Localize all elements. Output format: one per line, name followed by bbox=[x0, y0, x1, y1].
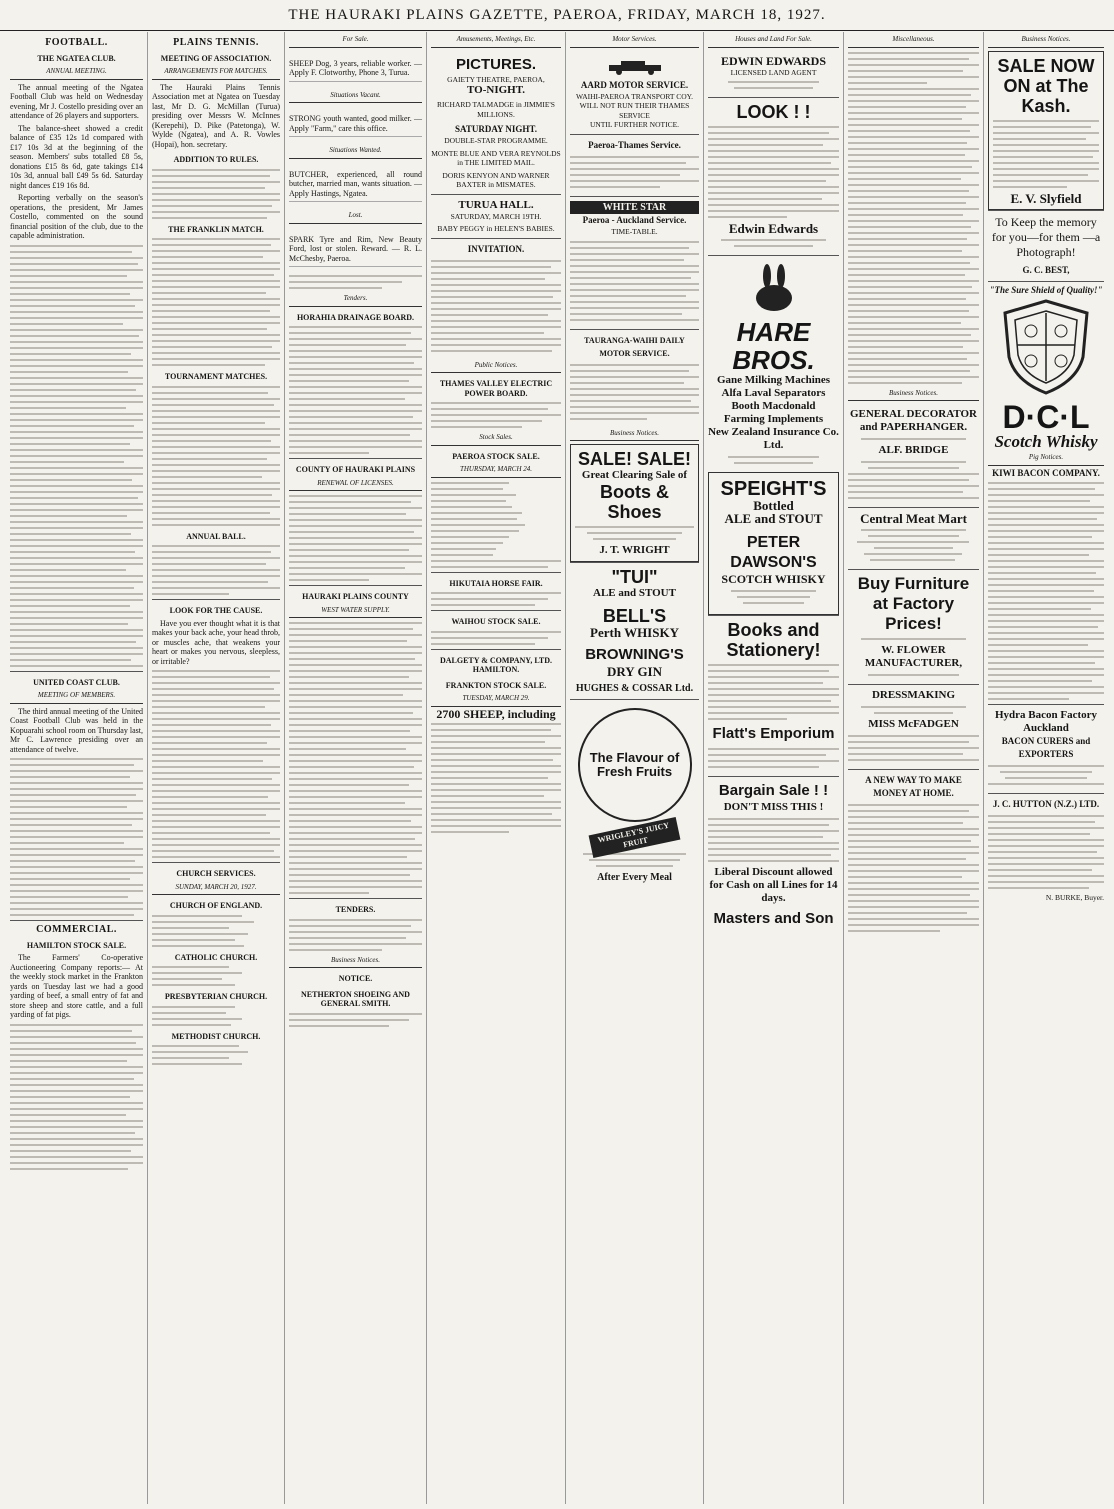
hare-icon bbox=[708, 264, 839, 314]
sure-shield: "The Sure Shield of Quality!" bbox=[989, 284, 1103, 295]
headline-ngatea-club: THE NGATEA CLUB. bbox=[37, 53, 116, 63]
headline-church-services: CHURCH SERVICES. bbox=[176, 869, 256, 878]
text-lines bbox=[988, 765, 1104, 785]
tui-ale-ad bbox=[570, 562, 699, 699]
kicker-annual-meeting: ANNUAL MEETING. bbox=[10, 66, 143, 80]
hare-bros-ad bbox=[708, 255, 839, 472]
jc-hutton: J. C. HUTTON (N.Z.) LTD. bbox=[992, 799, 1100, 809]
kicker-meeting-of-members: MEETING OF MEMBERS. bbox=[10, 690, 143, 704]
column-houses bbox=[704, 32, 844, 1504]
dalgety-company: DALGETY & COMPANY, LTD. HAMILTON. bbox=[439, 655, 553, 674]
gc-best: G. C. BEST, bbox=[1022, 264, 1070, 275]
masthead: THE HAURAKI PLAINS GAZETTE, PAEROA, FRIDAY, MARCH 18, 1927. bbox=[0, 0, 1114, 31]
invitation-ad bbox=[431, 238, 561, 360]
headline-united-coast-club: UNITED COAST CLUB. bbox=[33, 677, 120, 687]
general-decorator-ad bbox=[848, 404, 979, 507]
hare-bros-logo: HARE BROS. bbox=[732, 317, 815, 375]
alfa-laval: Alfa Laval Separators bbox=[721, 387, 826, 399]
hutton-ad bbox=[988, 793, 1104, 907]
paeroa-thames-service: Paeroa-Thames Service. bbox=[588, 139, 681, 150]
furniture-ad bbox=[848, 569, 979, 684]
section-commercial: COMMERCIAL. bbox=[36, 924, 117, 935]
wrigleys-ad bbox=[570, 699, 699, 888]
flavour-badge: The Flavour of Fresh Fruits bbox=[578, 708, 692, 822]
subhead-annual-ball: ANNUAL BALL. bbox=[186, 531, 246, 541]
headline-meeting-of-association: MEETING OF ASSOCIATION. bbox=[160, 53, 272, 63]
text-lines bbox=[289, 326, 422, 454]
column-football bbox=[6, 32, 148, 1504]
tender-county-hauraki-plains: COUNTY OF HAURAKI PLAINS bbox=[295, 465, 416, 474]
dcl-ad bbox=[988, 281, 1104, 453]
ev-slyfield: E. V. Slyfield bbox=[1010, 190, 1082, 206]
category-situations-wanted: Situations Wanted. bbox=[289, 145, 422, 159]
column-business bbox=[984, 32, 1108, 1504]
text-lines bbox=[708, 126, 839, 218]
waihou-stock-sale: WAIHOU STOCK SALE. bbox=[451, 617, 541, 626]
tauranga-waihi-ad bbox=[570, 329, 699, 428]
text-lines bbox=[708, 81, 839, 89]
text-lines bbox=[289, 622, 422, 894]
text-lines bbox=[848, 461, 979, 499]
dressmaking-ad bbox=[848, 684, 979, 769]
photograph-ad bbox=[988, 210, 1104, 281]
category-lost: Lost. bbox=[289, 210, 422, 224]
great-clearing: Great Clearing Sale of bbox=[581, 469, 688, 481]
hughes-cossar: HUGHES & COSSAR Ltd. bbox=[575, 683, 694, 694]
text-lines bbox=[570, 241, 699, 321]
kash-sale-ad bbox=[988, 51, 1104, 210]
text-lines bbox=[570, 853, 699, 867]
article-paragraph: The balance-sheet showed a credit balance of £35 12s 1d compared with £17 10s 3d at the beginning of the season. Members' subs totalled £8 5s, donations £15 8s 6d, gate takings £14 10s 3d, annual ball £49 5s 6d. Saturday night dances £19 16s 8d. bbox=[10, 123, 143, 190]
text-lines bbox=[289, 495, 422, 581]
booth-macdonald: Booth Macdonald bbox=[731, 400, 816, 412]
gane-milking: Gane Milking Machines bbox=[716, 374, 831, 386]
category-tenders: Tenders. bbox=[289, 293, 422, 307]
paeroa-stock-sale: PAEROA STOCK SALE. bbox=[452, 451, 540, 461]
film-mismates: DORIS KENYON AND WARNER BAXTER in MISMATES. bbox=[442, 170, 550, 189]
saturday-night: SATURDAY NIGHT. bbox=[454, 124, 537, 134]
white-star-logo: WHITE STAR bbox=[570, 201, 699, 215]
netherton-shoeing: NETHERTON SHOEING AND GENERAL SMITH. bbox=[301, 989, 410, 1008]
text-lines bbox=[993, 120, 1099, 188]
flatts-emporium: Flatt's Emporium bbox=[712, 725, 835, 742]
subhead-tournament-matches: TOURNAMENT MATCHES. bbox=[164, 372, 268, 381]
gaiety-theatre: GAIETY THEATRE, PAEROA, bbox=[447, 74, 545, 84]
text-lines bbox=[289, 919, 422, 951]
category-business-notices: Business Notices. bbox=[570, 428, 699, 442]
text-lines bbox=[431, 482, 561, 568]
text-lines bbox=[152, 238, 280, 366]
frankton-stock-sale: FRANKTON STOCK SALE. bbox=[445, 680, 547, 690]
category-motor-services: Motor Services. bbox=[570, 34, 699, 48]
column-amusements bbox=[427, 32, 566, 1504]
dont-miss: DON'T MISS THIS ! bbox=[723, 801, 824, 813]
category-business-notices: Business Notices. bbox=[988, 34, 1104, 48]
text-lines bbox=[848, 674, 979, 676]
classified-ad: BUTCHER, experienced, all round butcher, married man, wants situation. — Apply Hastings, Ngatea. bbox=[289, 167, 422, 203]
peter-dawsons: PETER DAWSON'S bbox=[730, 534, 817, 571]
text-lines bbox=[152, 1006, 280, 1026]
miss-mcfadgen: MISS McFADGEN bbox=[868, 718, 959, 730]
text-lines bbox=[152, 915, 280, 947]
text-lines bbox=[848, 52, 979, 384]
pictures-ad bbox=[431, 51, 561, 194]
tui-ale-stout: ALE and STOUT bbox=[593, 587, 676, 599]
text-lines bbox=[848, 804, 979, 932]
wrigleys-pack: WRIGLEY'S JUICY FRUIT bbox=[589, 817, 681, 858]
paeroa-auckland-service: Paeroa - Auckland Service. bbox=[582, 215, 687, 225]
category-situations-vacant: Situations Vacant. bbox=[289, 90, 422, 104]
text-lines bbox=[848, 735, 979, 761]
pictures-title: PICTURES. bbox=[455, 55, 536, 73]
edwin-edwards-title: EDWIN EDWARDS bbox=[720, 53, 827, 68]
aard-further: UNTIL FURTHER NOTICE. bbox=[589, 120, 680, 129]
classified-ad: STRONG youth wanted, good milker. — Apply "Farm," care this office. bbox=[289, 111, 422, 137]
text-lines bbox=[289, 1013, 422, 1027]
hydra-bacon: Hydra Bacon Factory Auckland bbox=[994, 709, 1098, 734]
headline-hamilton-stock-sale: HAMILTON STOCK SALE. bbox=[26, 940, 127, 950]
category-pig-notices: Pig Notices. bbox=[988, 452, 1104, 466]
category-public-notices: Public Notices. bbox=[431, 360, 561, 374]
ale-stout: ALE and STOUT bbox=[724, 511, 823, 526]
catholic-church: CATHOLIC CHURCH. bbox=[174, 952, 258, 962]
after-every-meal: After Every Meal bbox=[597, 872, 672, 883]
double-star: DOUBLE-STAR PROGRAMME. bbox=[444, 136, 548, 145]
shield-icon bbox=[988, 299, 1104, 395]
column-tennis bbox=[148, 32, 285, 1504]
bargain-title: Bargain Sale ! ! bbox=[718, 782, 829, 799]
dcl-logo: D·C·L bbox=[1002, 399, 1090, 435]
article-paragraph: The third annual meeting of the United Coast Football Club was held in the Kopuarahi school room on Thursday last, Mr C. Lawrence presiding over an attendance of twelve. bbox=[10, 706, 143, 754]
classified-ad: SPARK Tyre and Rim, New Beauty Ford, lost or stolen. Reward. — R. L. McChesby, Paeroa. bbox=[289, 232, 422, 268]
car-icon bbox=[570, 59, 699, 75]
text-lines bbox=[848, 638, 979, 640]
look-ad bbox=[708, 97, 839, 255]
church-date: SUNDAY, MARCH 20, 1927. bbox=[152, 882, 280, 896]
buy-furniture: Buy Furniture at Factory Prices! bbox=[857, 574, 970, 633]
dressmaking: DRESSMAKING bbox=[871, 689, 956, 701]
text-lines bbox=[570, 364, 699, 420]
section-football: FOOTBALL. bbox=[45, 37, 108, 48]
paeroa-stock-date: THURSDAY, MARCH 24. bbox=[431, 464, 561, 478]
text-lines bbox=[431, 723, 561, 833]
sale-now-on: SALE NOW ON at The Kash. bbox=[997, 55, 1095, 116]
time-table: TIME-TABLE. bbox=[611, 227, 658, 236]
text-lines bbox=[431, 631, 561, 645]
text-lines bbox=[152, 966, 280, 986]
brownings-title: BROWNING'S bbox=[585, 646, 684, 663]
article-paragraph: The Hauraki Plains Tennis Association met at Ngatea on Tuesday last, Mr D. G. McMillan (Turua) presiding over Messrs W. McInnes (Kerepehi), D. Pike (Patetonga), W. Wylde (Ngatea), and A. R. Vowles (Hopai), hon. secretary. bbox=[152, 82, 280, 149]
frankton-date: TUESDAY, MARCH 29. bbox=[431, 693, 561, 707]
subhead-franklin-match: THE FRANKLIN MATCH. bbox=[168, 224, 264, 234]
text-lines bbox=[10, 1024, 143, 1170]
alf-bridge: ALF. BRIDGE bbox=[878, 444, 949, 456]
text-lines bbox=[708, 748, 839, 768]
column-motor bbox=[566, 32, 704, 1504]
text-lines bbox=[152, 670, 280, 858]
text-lines bbox=[575, 526, 694, 540]
headline-look-for-the-cause: LOOK FOR THE CAUSE. bbox=[169, 606, 263, 615]
bacon-curers: BACON CURERS and EXPORTERS bbox=[1001, 736, 1091, 759]
perth-whisky: Perth WHISKY bbox=[590, 625, 679, 640]
new-way-money: A NEW WAY TO MAKE MONEY AT HOME. bbox=[865, 775, 962, 798]
boots-shoes: Boots & Shoes bbox=[600, 482, 669, 522]
text-lines bbox=[988, 815, 1104, 889]
w-flower: W. FLOWER MANUFACTURER, bbox=[864, 644, 963, 669]
speights-ad bbox=[708, 472, 839, 615]
section-plains-tennis: PLAINS TENNIS. bbox=[173, 37, 259, 48]
text-lines bbox=[848, 529, 979, 561]
presbyterian-church: PRESBYTERIAN CHURCH. bbox=[164, 992, 268, 1001]
category-amusements: Amusements, Meetings, Etc. bbox=[431, 34, 561, 48]
tender-hauraki-plains-county: HAURAKI PLAINS COUNTY bbox=[302, 592, 409, 601]
text-lines bbox=[570, 156, 699, 188]
invitation-title: INVITATION. bbox=[467, 243, 525, 254]
article-paragraph: Have you ever thought what it is that makes your back ache, your head throb, or muscles ache, that weakens your heart or makes you nervous, sleepless, or irritable? bbox=[152, 618, 280, 666]
turua-hall-ad bbox=[431, 194, 561, 238]
text-lines bbox=[10, 758, 143, 916]
text-lines bbox=[431, 260, 561, 352]
column-classifieds bbox=[285, 32, 427, 1504]
edwin-edwards-agents: Edwin Edwards bbox=[728, 221, 819, 236]
renewal-of-licenses: RENEWAL OF LICENSES. bbox=[289, 478, 422, 492]
paeroa-thames-ad bbox=[570, 134, 699, 196]
tui-title: "TUI" bbox=[611, 567, 658, 587]
text-lines bbox=[708, 239, 839, 247]
text-lines bbox=[431, 592, 561, 606]
west-water-supply: WEST WATER SUPPLY. bbox=[289, 605, 422, 619]
category-stock-sales: Stock Sales. bbox=[431, 432, 561, 446]
subhead-addition-to-rules: ADDITION TO RULES. bbox=[173, 155, 259, 164]
kicker-arrangements: ARRANGEMENTS FOR MATCHES. bbox=[152, 66, 280, 80]
film-limited-mail: MONTE BLUE AND VERA REYNOLDS in THE LIMITED MAIL. bbox=[431, 148, 561, 167]
text-lines bbox=[708, 664, 839, 720]
speights-title: SPEIGHT'S bbox=[720, 478, 827, 500]
text-lines bbox=[152, 545, 280, 595]
thames-valley-electric: THAMES VALLEY ELECTRIC POWER BOARD. bbox=[439, 379, 553, 398]
column-misc bbox=[844, 32, 984, 1504]
text-lines bbox=[152, 386, 280, 526]
bells-title: BELL'S bbox=[602, 606, 667, 626]
kiwi-bacon: KIWI BACON COMPANY. bbox=[992, 467, 1100, 478]
classified-ad: SHEEP Dog, 3 years, reliable worker. — Apply F. Clotworthy, Phone 3, Turua. bbox=[289, 56, 422, 82]
look-title: LOOK ! ! bbox=[736, 102, 811, 122]
text-lines bbox=[708, 456, 839, 464]
n-burke: N. BURKE, Buyer. bbox=[1045, 893, 1104, 902]
general-decorator: GENERAL DECORATOR and PAPERHANGER. bbox=[849, 408, 978, 433]
text-lines bbox=[708, 818, 839, 862]
category-business-notices: Business Notices. bbox=[848, 388, 979, 402]
turua-date: SATURDAY, MARCH 19TH. bbox=[450, 211, 542, 221]
aard-ad bbox=[570, 51, 699, 134]
church-of-england: CHURCH OF ENGLAND. bbox=[169, 901, 263, 910]
text-lines bbox=[848, 438, 979, 440]
central-meat-mart-ad bbox=[848, 507, 979, 569]
scotch-whisky: SCOTCH WHISKY bbox=[721, 572, 826, 586]
category-miscellaneous: Miscellaneous. bbox=[848, 34, 979, 48]
tonight-label: TO-NIGHT. bbox=[467, 84, 525, 96]
sale-title: SALE! SALE! bbox=[577, 449, 691, 469]
tender-horahia-drainage: HORAHIA DRAINAGE BOARD. bbox=[296, 312, 415, 322]
article-paragraph: The annual meeting of the Ngatea Football Club was held on Wednesday evening, Mr J. Costello presiding over an attendance of 26 players and supporters. bbox=[10, 82, 143, 120]
methodist-church: METHODIST CHURCH. bbox=[171, 1031, 261, 1041]
tauranga-waihi: TAURANGA-WAIHI DAILY MOTOR SERVICE. bbox=[584, 335, 685, 358]
hikutaia-horse-fair: HIKUTAIA HORSE FAIR. bbox=[449, 578, 543, 588]
columns bbox=[6, 32, 1108, 1504]
aard-notice: WILL NOT RUN THEIR THAMES SERVICE bbox=[579, 101, 690, 120]
tender-tenders: TENDERS. bbox=[335, 905, 376, 914]
dry-gin: DRY GIN bbox=[606, 664, 663, 679]
aard-motor-service: AARD MOTOR SERVICE. bbox=[580, 79, 689, 90]
farming-implements: Farming Implements bbox=[723, 413, 824, 425]
notice-title: NOTICE. bbox=[338, 974, 373, 983]
books-stationery-ad bbox=[708, 615, 839, 776]
make-money-ad bbox=[848, 769, 979, 940]
nz-insurance: New Zealand Insurance Co. Ltd. bbox=[708, 426, 839, 451]
sheep-2700: 2700 SHEEP, including bbox=[436, 706, 556, 721]
bargain-sale-ad bbox=[708, 776, 839, 933]
liberal-discount: Liberal Discount allowed for Cash on all Lines for 14 days. bbox=[709, 866, 838, 904]
category-for-sale: For Sale. bbox=[289, 34, 422, 48]
licensed-land-agent: LICENSED LAND AGENT bbox=[730, 67, 817, 77]
category-business-notices: Business Notices. bbox=[289, 955, 422, 969]
masters-son: Masters and Son bbox=[713, 910, 834, 927]
text-lines bbox=[848, 706, 979, 714]
edwin-edwards-ad bbox=[708, 51, 839, 98]
boots-sale-ad bbox=[570, 444, 699, 562]
text-lines bbox=[10, 245, 143, 667]
dcl-scotch-whisky: Scotch Whisky bbox=[994, 432, 1098, 451]
jt-wright: J. T. WRIGHT bbox=[599, 544, 670, 556]
article-paragraph: The Farmers' Co-operative Auctioneering Company reports:— At the weekly stock market in the Frankton yards on Tuesday last we had a good yarding of beef, a small entry of fat and store sheep and store cattle, and a full yarding of fat pigs. bbox=[10, 953, 143, 1019]
text-lines bbox=[152, 1045, 280, 1065]
hydra-bacon-ad bbox=[988, 704, 1104, 793]
bottled: Bottled bbox=[753, 498, 794, 513]
aard-transport: WAIHI-PAEROA TRANSPORT COY. bbox=[575, 91, 693, 101]
text-lines bbox=[713, 590, 834, 604]
white-star-ad bbox=[570, 196, 699, 329]
turua-hall: TURUA HALL. bbox=[458, 198, 534, 211]
text-lines bbox=[152, 169, 280, 219]
film-helens-babies: BABY PEGGY in HELEN'S BABIES. bbox=[437, 224, 555, 233]
category-houses-land: Houses and Land For Sale. bbox=[708, 34, 839, 48]
text-lines bbox=[988, 482, 1104, 700]
text-lines bbox=[289, 275, 422, 289]
keep-memory: To Keep the memory for you—for them —a Photograph! bbox=[991, 214, 1101, 259]
central-meat-mart: Central Meat Mart bbox=[860, 511, 967, 526]
film-jimmies-millions: RICHARD TALMADGE in JIMMIE'S MILLIONS. bbox=[437, 100, 555, 119]
books-title: Books and Stationery! bbox=[726, 620, 821, 660]
article-paragraph: Reporting verbally on the season's operations, the president, Mr James Costello, commented on the sound financial position of the club, due to the capable administration. bbox=[10, 193, 143, 240]
text-lines bbox=[431, 402, 561, 428]
